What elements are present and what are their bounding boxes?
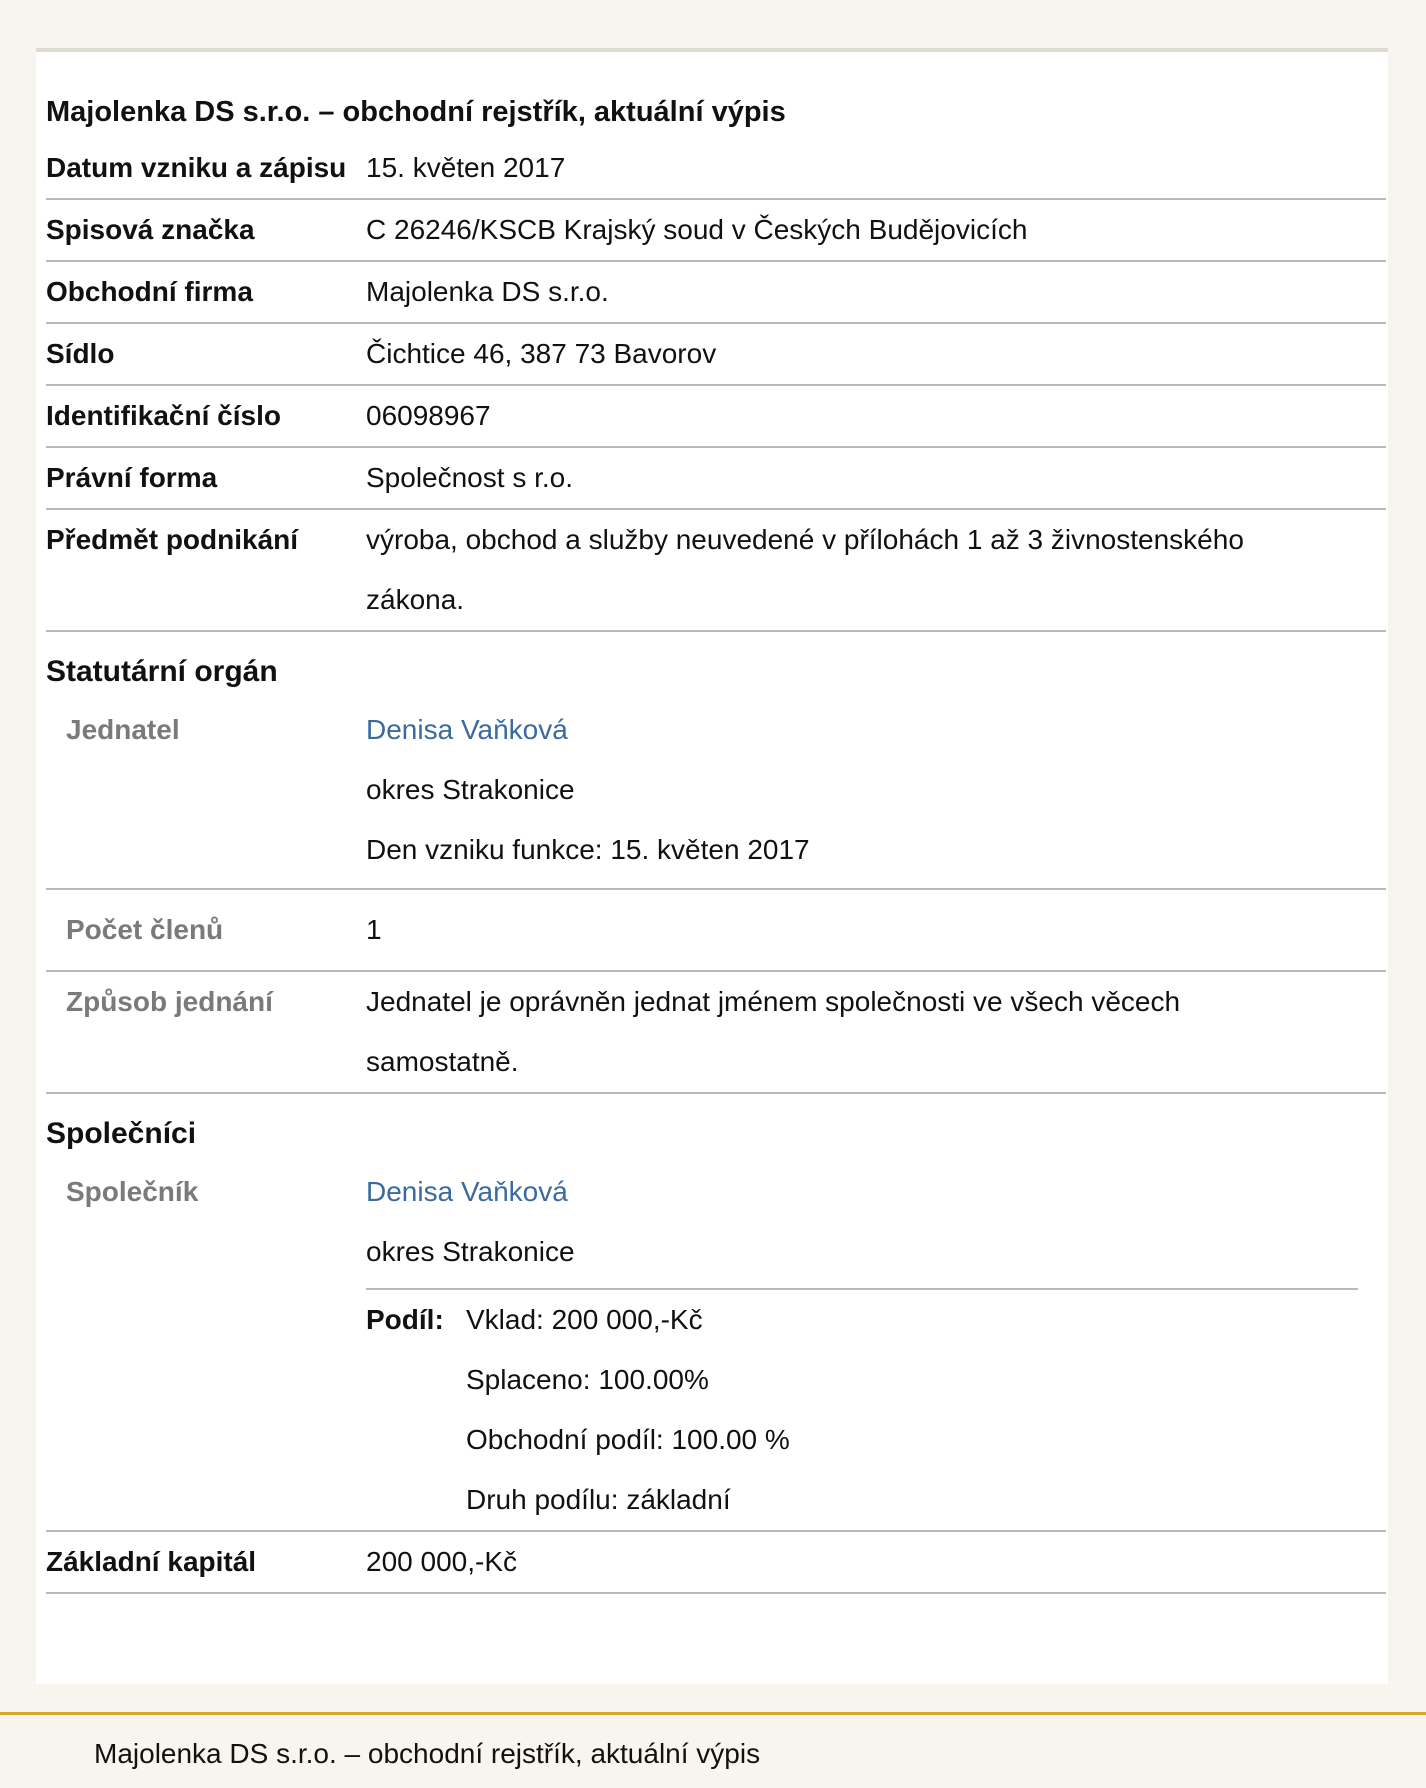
footer-divider — [0, 1712, 1426, 1715]
value-zpusob-jednani: Jednatel je oprávněn jednat jménem společnosti ve všech věcech samostatně. — [366, 986, 1181, 1077]
value-predmet: výroba, obchod a služby neuvedené v přílohách 1 až 3 živnostenského zákona. — [366, 524, 1244, 615]
row-ico — [46, 386, 1386, 448]
label-jednatel: Jednatel — [66, 714, 180, 745]
value-pravni-forma: Společnost s r.o. — [366, 462, 574, 493]
podil-obchodni: Obchodní podíl: 100.00 % — [466, 1424, 790, 1455]
label-datum: Datum vzniku a zápisu — [46, 152, 347, 183]
row-zpusob-jednani — [46, 972, 1386, 1094]
value-datum: 15. květen 2017 — [366, 152, 566, 183]
jednatel-name-link[interactable]: Denisa Vaňková — [366, 714, 568, 745]
label-pravni-forma: Právní forma — [46, 462, 218, 493]
label-ico: Identifikační číslo — [46, 400, 281, 431]
podil-druh: Druh podílu: základní — [466, 1484, 731, 1515]
podil-splaceno: Splaceno: 100.00% — [466, 1364, 709, 1395]
podil-vklad: Vklad: 200 000,-Kč — [466, 1304, 703, 1335]
row-predmet — [46, 510, 1386, 632]
podil-details — [466, 1290, 790, 1530]
label-predmet: Předmět podnikání — [46, 524, 299, 555]
row-pravni-forma — [46, 448, 1386, 510]
spolecnik-okres: okres Strakonice — [366, 1236, 575, 1267]
label-spolecnik: Společník — [66, 1176, 199, 1207]
value-ico: 06098967 — [366, 400, 491, 431]
row-jednatel — [46, 700, 1386, 890]
jednatel-funkce: Den vzniku funkce: 15. květen 2017 — [366, 834, 810, 865]
value-sidlo: Čichtice 46, 387 73 Bavorov — [366, 338, 717, 369]
row-datum — [46, 138, 1386, 200]
label-kapital: Základní kapitál — [46, 1546, 257, 1577]
podil-block — [366, 1288, 1358, 1530]
value-spisova: C 26246/KSCB Krajský soud v Českých Budějovicích — [366, 214, 1028, 245]
row-firma — [46, 262, 1386, 324]
footer-title: Majolenka DS s.r.o. – obchodní rejstřík, aktuální výpis — [94, 1738, 761, 1769]
page-title: Majolenka DS s.r.o. – obchodní rejstřík, aktuální výpis — [46, 96, 786, 128]
spolecnik-name-link[interactable]: Denisa Vaňková — [366, 1176, 568, 1207]
label-sidlo: Sídlo — [46, 338, 115, 369]
row-kapital — [46, 1532, 1386, 1594]
jednatel-okres: okres Strakonice — [366, 774, 575, 805]
label-zpusob-jednani: Způsob jednání — [66, 986, 273, 1017]
value-pocet-clenu: 1 — [366, 914, 382, 945]
row-spolecnik — [46, 1162, 1386, 1532]
row-pocet-clenu — [46, 890, 1386, 972]
label-spisova: Spisová značka — [46, 214, 255, 245]
label-firma: Obchodní firma — [46, 276, 253, 307]
row-sidlo — [46, 324, 1386, 386]
section-statutarni: Statutární orgán — [46, 655, 278, 688]
value-kapital: 200 000,-Kč — [366, 1546, 517, 1577]
label-pocet-clenu: Počet členů — [66, 914, 224, 945]
registry-extract-card — [36, 52, 1388, 1684]
section-spolecnici: Společníci — [46, 1117, 197, 1150]
row-spisova — [46, 200, 1386, 262]
value-firma: Majolenka DS s.r.o. — [366, 276, 609, 307]
registry-content — [46, 92, 1386, 1594]
podil-label: Podíl: — [366, 1304, 444, 1335]
